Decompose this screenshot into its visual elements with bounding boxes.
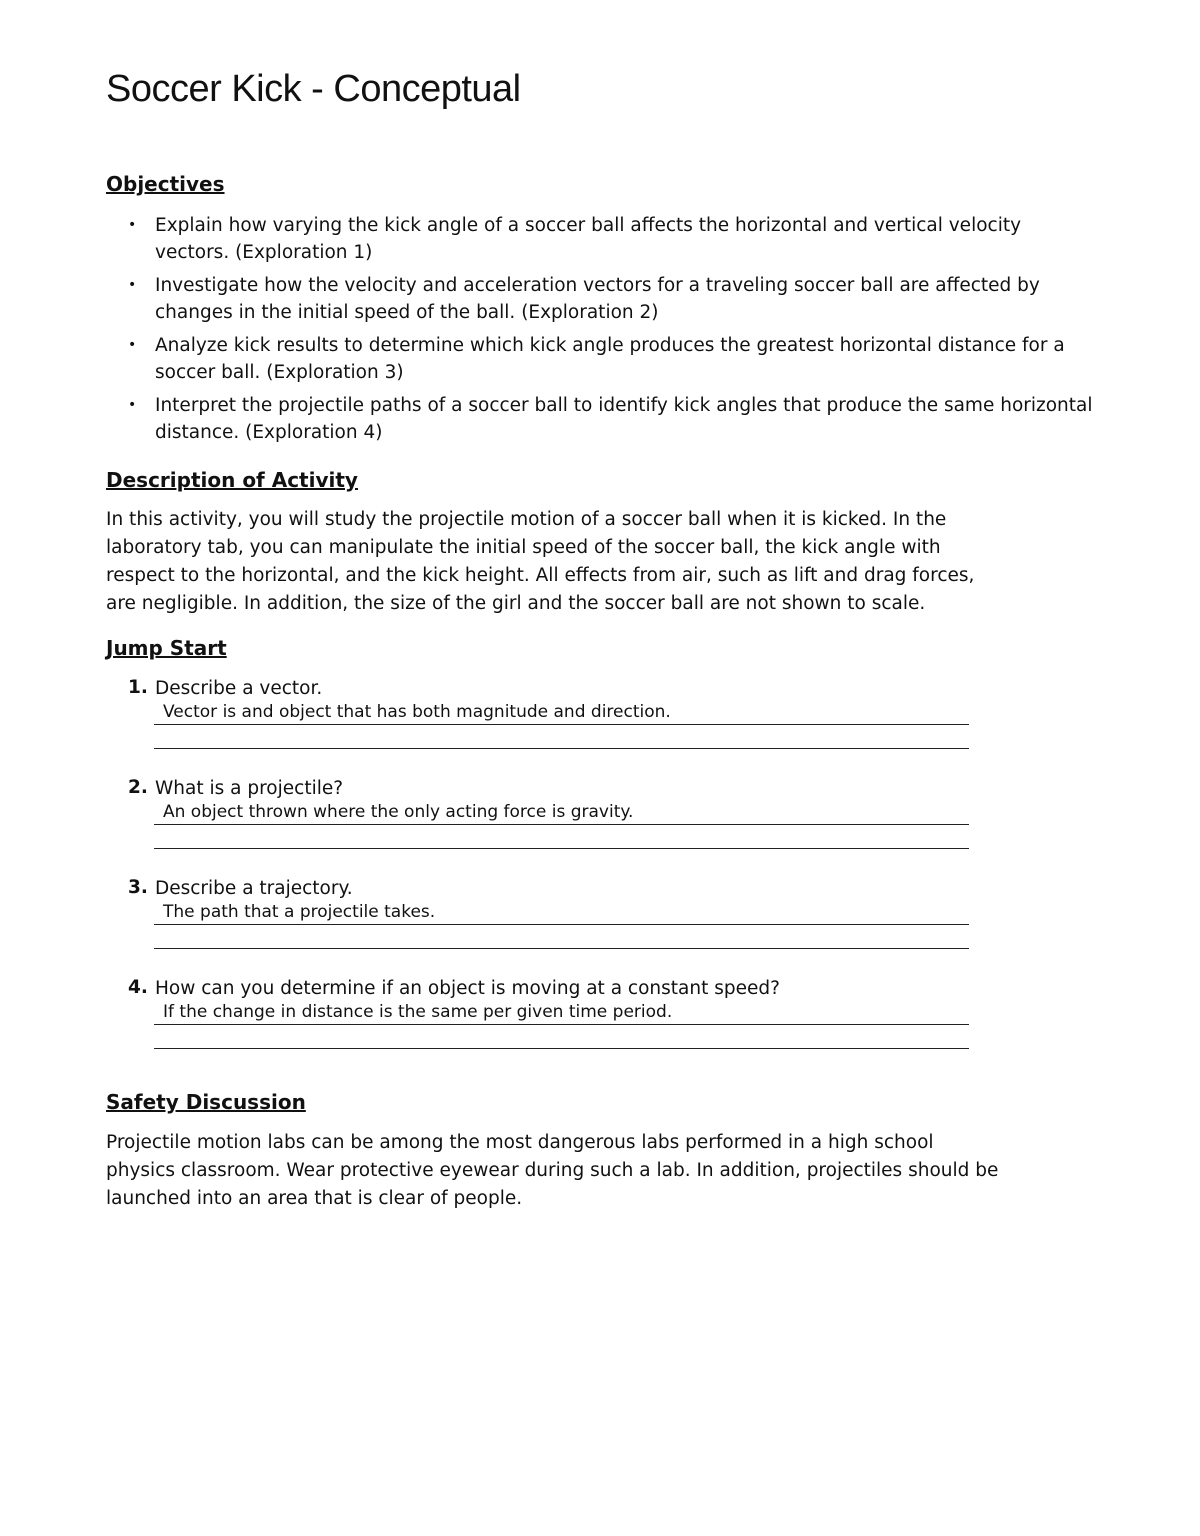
answer-field[interactable]: The path that a projectile takes. [154,901,969,925]
list-item: • Explain how varying the kick angle of a soccer ball affects the horizontal and vertical velocity vectors. (Exploration 1) [106,212,1096,266]
objectives-list [106,212,1096,452]
answer-line[interactable] [154,948,969,949]
question-text: What is a projectile? [155,778,344,799]
page-title: Soccer Kick - Conceptual [106,68,521,110]
answer-field[interactable]: An object thrown where the only acting force is gravity. [154,801,969,825]
safety-heading: Safety Discussion [106,1090,306,1114]
safety-text: Projectile motion labs can be among the most dangerous labs performed in a high school physics classroom. Wear protective eyewear during such a lab. In addition, projectiles should be launched into an area that is clear of people. [106,1132,999,1209]
question-text: Describe a trajectory. [155,878,353,899]
bullet-icon: • [128,277,137,293]
answer-field[interactable]: If the change in distance is the same per given time period. [154,1001,969,1025]
jump-start-heading: Jump Start [106,636,227,660]
answer-line[interactable] [154,1048,969,1049]
answer-line[interactable] [154,848,969,849]
answer-line[interactable] [154,748,969,749]
list-item: • Investigate how the velocity and acceleration vectors for a traveling soccer ball are affected by changes in the initial speed of the ball. (Exploration 2) [106,272,1096,326]
answer-field[interactable]: Vector is and object that has both magnitude and direction. [154,701,969,725]
bullet-icon: • [128,397,137,413]
list-item: • Interpret the projectile paths of a soccer ball to identify kick angles that produce the same horizontal distance. (Exploration 4) [106,392,1096,446]
bullet-icon: • [128,217,137,233]
question-text: Describe a vector. [155,678,323,699]
list-item: • Analyze kick results to determine which kick angle produces the greatest horizontal distance for a soccer ball. (Exploration 3) [106,332,1096,386]
description-heading: Description of Activity [106,468,358,492]
bullet-icon: • [128,337,137,353]
objectives-heading: Objectives [106,172,225,196]
description-text: In this activity, you will study the projectile motion of a soccer ball when it is kicked. In the laboratory tab, you can manipulate the initial speed of the soccer ball, the kick angle with respect to the horizontal, and the kick height. All effects from air, such as lift and drag forces, are negligible. In addition, the size of the girl and the soccer ball are not shown to scale. [106,509,975,614]
question-text: How can you determine if an object is moving at a constant speed? [155,978,780,999]
